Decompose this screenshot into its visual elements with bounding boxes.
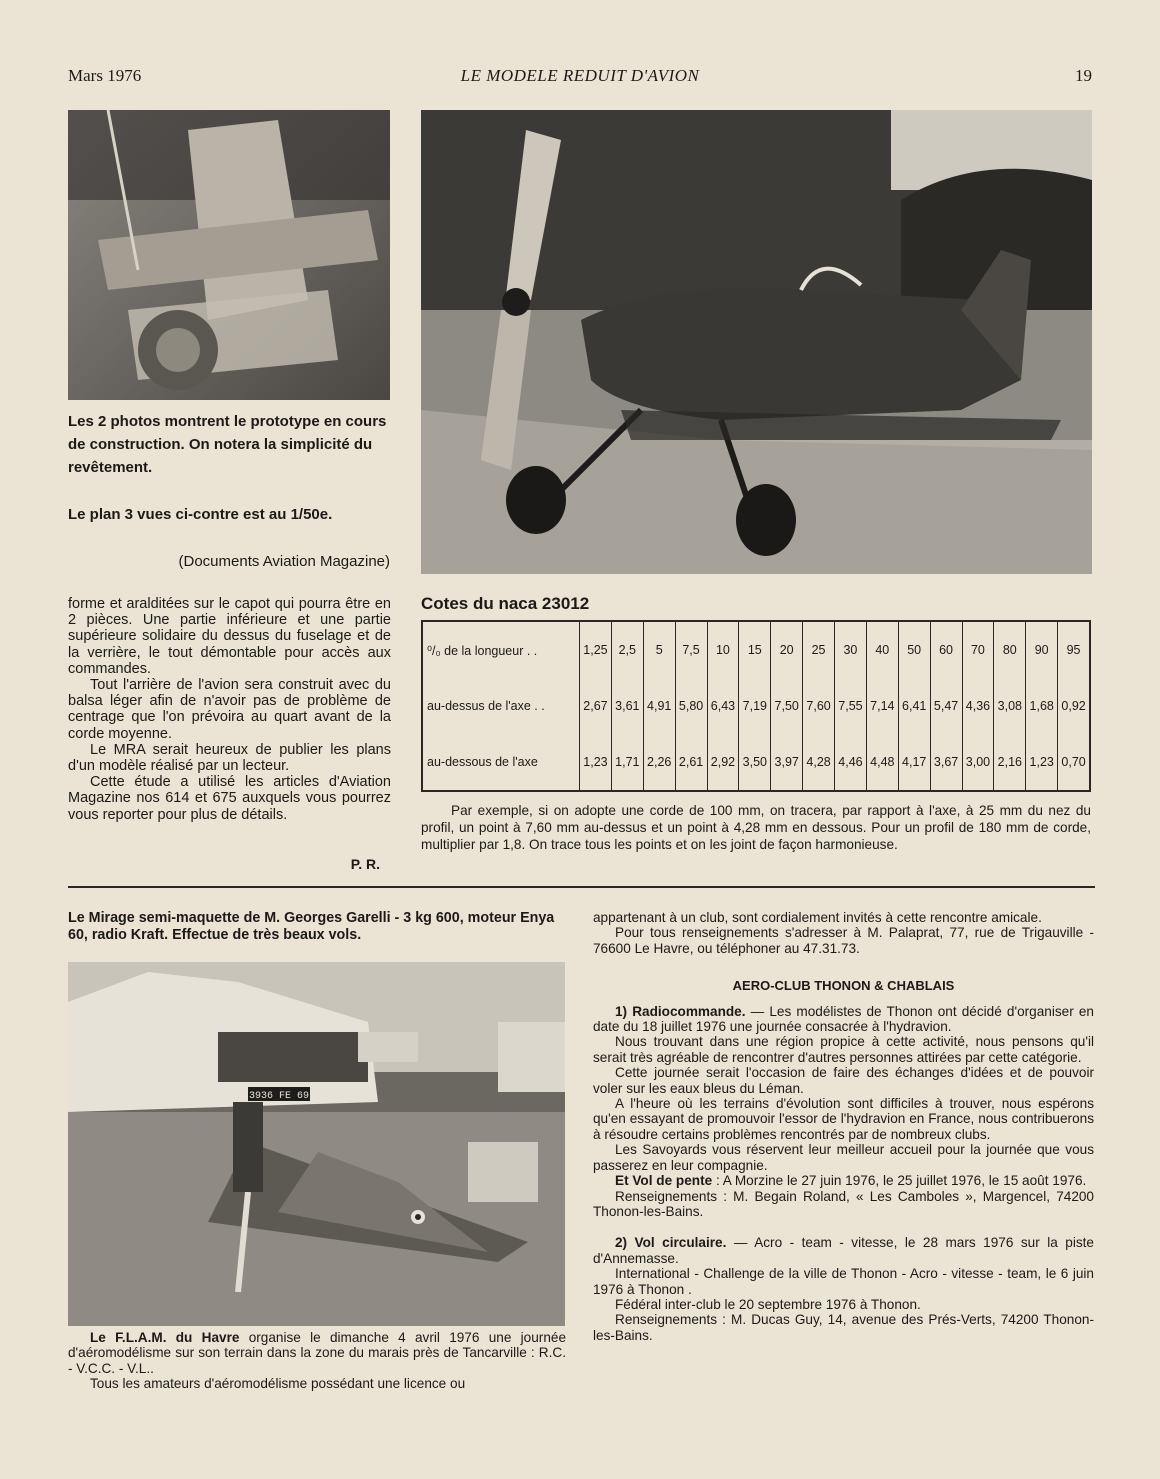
club-title: AERO-CLUB THONON & CHABLAIS bbox=[732, 978, 955, 994]
naca-cell: 2,26 bbox=[643, 734, 675, 790]
naca-cell: 1,71 bbox=[611, 734, 643, 790]
row-label: au-dessous de l'axe bbox=[427, 755, 538, 769]
right-column bbox=[593, 910, 1094, 1343]
paragraph bbox=[593, 1173, 1094, 1188]
photo-mirage-model bbox=[68, 962, 565, 1326]
naca-cell: 5,47 bbox=[930, 678, 962, 734]
mirage-caption: Le Mirage semi-maquette de M. Georges Garelli - 3 kg 600, moteur Enya 60, radio Kraft. Effectue de très beaux vols. bbox=[68, 910, 555, 943]
naca-cell: 7,60 bbox=[803, 678, 835, 734]
naca-title: Cotes du naca 23012 bbox=[421, 594, 590, 613]
article-paragraph: Tout l'arrière de l'avion sera construit avec du balsa léger afin de n'avoir pas de problème de centrage que l'on prévoira au quart avant de la corde moyenne. bbox=[68, 677, 391, 742]
naca-row-dessous bbox=[423, 734, 1089, 790]
naca-cell: 3,97 bbox=[771, 734, 803, 790]
article-paragraph: Le MRA serait heureux de publier les plans d'un modèle réalisé par un lecteur. bbox=[68, 741, 391, 775]
article-paragraph: Cette étude a utilisé les articles d'Aviation Magazine nos 614 et 675 auxquels vous pourrez vous reporter pour plus de détails. bbox=[68, 774, 391, 823]
naca-cell: 2,61 bbox=[675, 734, 707, 790]
magazine-title: LE MODELE REDUIT D'AVION bbox=[460, 66, 700, 85]
naca-cell: 6,43 bbox=[707, 678, 739, 734]
circ-lead: 2) Vol circulaire. bbox=[615, 1235, 727, 1251]
naca-cell: 7,50 bbox=[771, 678, 803, 734]
flam-lead: Le F.L.A.M. du Havre bbox=[90, 1330, 240, 1345]
license-plate: 3936 FE 69 bbox=[248, 1091, 310, 1102]
paragraph: A l'heure où les terrains d'évolution sont difficiles à trouver, nous espérons qu'en essayant de promouvoir l'essor de l'hydravion en France, nous contribuerons à résoudre certains problèmes rencontrés par de nombreux clubs. bbox=[593, 1096, 1094, 1142]
naca-note: Par exemple, si on adopte une corde de 100 mm, on tracera, par rapport à l'axe, à 25 mm du nez du profil, un point à 7,60 mm au-dessus et un point à 4,28 mm en dessous. Pour un profil de 180 mm de corde, multiplier par 1,8. On trace tous les points et on les joint de façon harmonieuse. bbox=[421, 803, 1091, 852]
naca-cell: 4,48 bbox=[866, 734, 898, 790]
article-paragraph: forme et aralditées sur le capot qui pourra être en 2 pièces. Une partie inférieure et une partie supérieure solidaire du dessus du fuselage et de la verrière, le tout démontable pour accès aux commandes. bbox=[68, 596, 391, 677]
naca-cell: 90 bbox=[1026, 622, 1058, 678]
naca-table bbox=[423, 622, 1089, 790]
naca-row-longueur bbox=[423, 622, 1089, 678]
flam-article bbox=[68, 1330, 566, 1392]
naca-cell: 0,70 bbox=[1058, 734, 1089, 790]
naca-cell: 1,25 bbox=[580, 622, 612, 678]
row-label: au-dessus de l'axe . . bbox=[427, 699, 545, 713]
row-label: ⁰/₀ de la longueur . . bbox=[427, 643, 538, 658]
paragraph: Fédéral inter-club le 20 septembre 1976 à Thonon. bbox=[615, 1296, 921, 1312]
naca-cell: 0,92 bbox=[1058, 678, 1089, 734]
paragraph: appartenant à un club, sont cordialement invités à cette rencontre amicale. bbox=[593, 910, 1042, 925]
naca-cell: 7,5 bbox=[675, 622, 707, 678]
naca-cell: 3,61 bbox=[611, 678, 643, 734]
naca-cell: 40 bbox=[866, 622, 898, 678]
naca-cell: 1,68 bbox=[1026, 678, 1058, 734]
naca-cell: 7,19 bbox=[739, 678, 771, 734]
paragraph bbox=[593, 1235, 1094, 1266]
naca-cell: 20 bbox=[771, 622, 803, 678]
naca-cell: 25 bbox=[803, 622, 835, 678]
paragraph: Nous trouvant dans une région propice à cette activité, nous pensons qu'il serait très agréable de rencontrer d'autres personnes attirées par cette catégorie. bbox=[593, 1034, 1094, 1065]
paragraph: Renseignements : M. Begain Roland, « Les Camboles », Margencel, 74200 Thonon-les-Bains. bbox=[593, 1188, 1094, 1219]
article-continuation bbox=[68, 596, 391, 823]
naca-cell: 4,46 bbox=[835, 734, 867, 790]
radio-text: — Les modélistes de Thonon ont décidé d'organiser en date du 18 juillet 1976 une journée consacrée à l'hydravion. bbox=[593, 1003, 1094, 1035]
radio-lead: 1) Radiocommande. bbox=[615, 1003, 746, 1019]
naca-cell: 95 bbox=[1058, 622, 1089, 678]
naca-table-frame bbox=[421, 620, 1091, 792]
naca-cell: 4,17 bbox=[898, 734, 930, 790]
naca-cell: 15 bbox=[739, 622, 771, 678]
naca-cell: 70 bbox=[962, 622, 994, 678]
issue-date: Mars 1976 bbox=[68, 66, 142, 85]
naca-cell: 4,28 bbox=[803, 734, 835, 790]
naca-cell: 1,23 bbox=[580, 734, 612, 790]
article-signature: P. R. bbox=[350, 856, 380, 872]
naca-cell: 3,50 bbox=[739, 734, 771, 790]
naca-cell: 6,41 bbox=[898, 678, 930, 734]
naca-cell: 2,5 bbox=[611, 622, 643, 678]
plan-note: Le plan 3 vues ci-contre est au 1/50e. bbox=[68, 506, 333, 523]
naca-cell: 4,36 bbox=[962, 678, 994, 734]
naca-cell: 80 bbox=[994, 622, 1026, 678]
page-header bbox=[68, 66, 1092, 90]
paragraph: Les Savoyards vous réservent leur meilleur accueil pour la journée que vous passerez en leur compagnie. bbox=[593, 1142, 1094, 1173]
flam-text: organise le dimanche 4 avril 1976 une journée d'aéromodélisme sur son terrain dans la zone du marais près de Tancarville : R.C. - V.C.C. - V.L.. bbox=[68, 1330, 566, 1376]
naca-cell: 2,92 bbox=[707, 734, 739, 790]
naca-cell: 1,23 bbox=[1026, 734, 1058, 790]
naca-cell: 3,67 bbox=[930, 734, 962, 790]
paragraph bbox=[593, 1004, 1094, 1035]
naca-cell: 3,00 bbox=[962, 734, 994, 790]
naca-cell: 7,55 bbox=[835, 678, 867, 734]
naca-cell: 2,16 bbox=[994, 734, 1026, 790]
naca-cell: 5 bbox=[643, 622, 675, 678]
photo-aircraft-prototype bbox=[421, 110, 1092, 574]
naca-cell: 5,80 bbox=[675, 678, 707, 734]
flam-paragraph bbox=[68, 1330, 566, 1376]
naca-cell: 7,14 bbox=[866, 678, 898, 734]
paragraph: Cette journée serait l'occasion de faire des échanges d'idées et de pouvoir voler sur les eaux bleus du Léman. bbox=[593, 1065, 1094, 1096]
paragraph: Pour tous renseignements s'adresser à M. Palaprat, 77, rue de Trigauville - 76600 Le Havre, ou téléphoner au 47.31.73. bbox=[593, 925, 1094, 956]
naca-row-dessus bbox=[423, 678, 1089, 734]
naca-cell: 4,91 bbox=[643, 678, 675, 734]
page-number: 19 bbox=[1075, 66, 1092, 85]
circ-text: — Acro - team - vitesse, le 28 mars 1976 sur la piste d'Annemasse. bbox=[593, 1235, 1094, 1266]
naca-cell: 3,08 bbox=[994, 678, 1026, 734]
flam-paragraph-2: Tous les amateurs d'aéromodélisme possédant une licence ou bbox=[90, 1376, 466, 1392]
naca-cell: 30 bbox=[835, 622, 867, 678]
paragraph: Renseignements : M. Ducas Guy, 14, avenue des Prés-Verts, 74200 Thonon-les-Bains. bbox=[593, 1312, 1094, 1343]
naca-cell: 2,67 bbox=[580, 678, 612, 734]
naca-cell: 50 bbox=[898, 622, 930, 678]
photo-caption: Les 2 photos montrent le prototype en cours de construction. On notera la simplicité du revêtement. bbox=[68, 413, 387, 476]
section-divider bbox=[68, 886, 1095, 888]
naca-cell: 60 bbox=[930, 622, 962, 678]
naca-cell: 10 bbox=[707, 622, 739, 678]
paragraph: International - Challenge de la ville de Thonon - Acro - vitesse - team, le 6 juin 1976 à Thonon . bbox=[593, 1266, 1094, 1297]
pente-lead: Et Vol de pente bbox=[615, 1173, 713, 1189]
photo-prototype-construction bbox=[68, 110, 390, 400]
documents-credit: (Documents Aviation Magazine) bbox=[178, 553, 390, 570]
pente-text: : A Morzine le 27 juin 1976, le 25 juillet 1976, le 15 août 1976. bbox=[712, 1173, 1087, 1189]
